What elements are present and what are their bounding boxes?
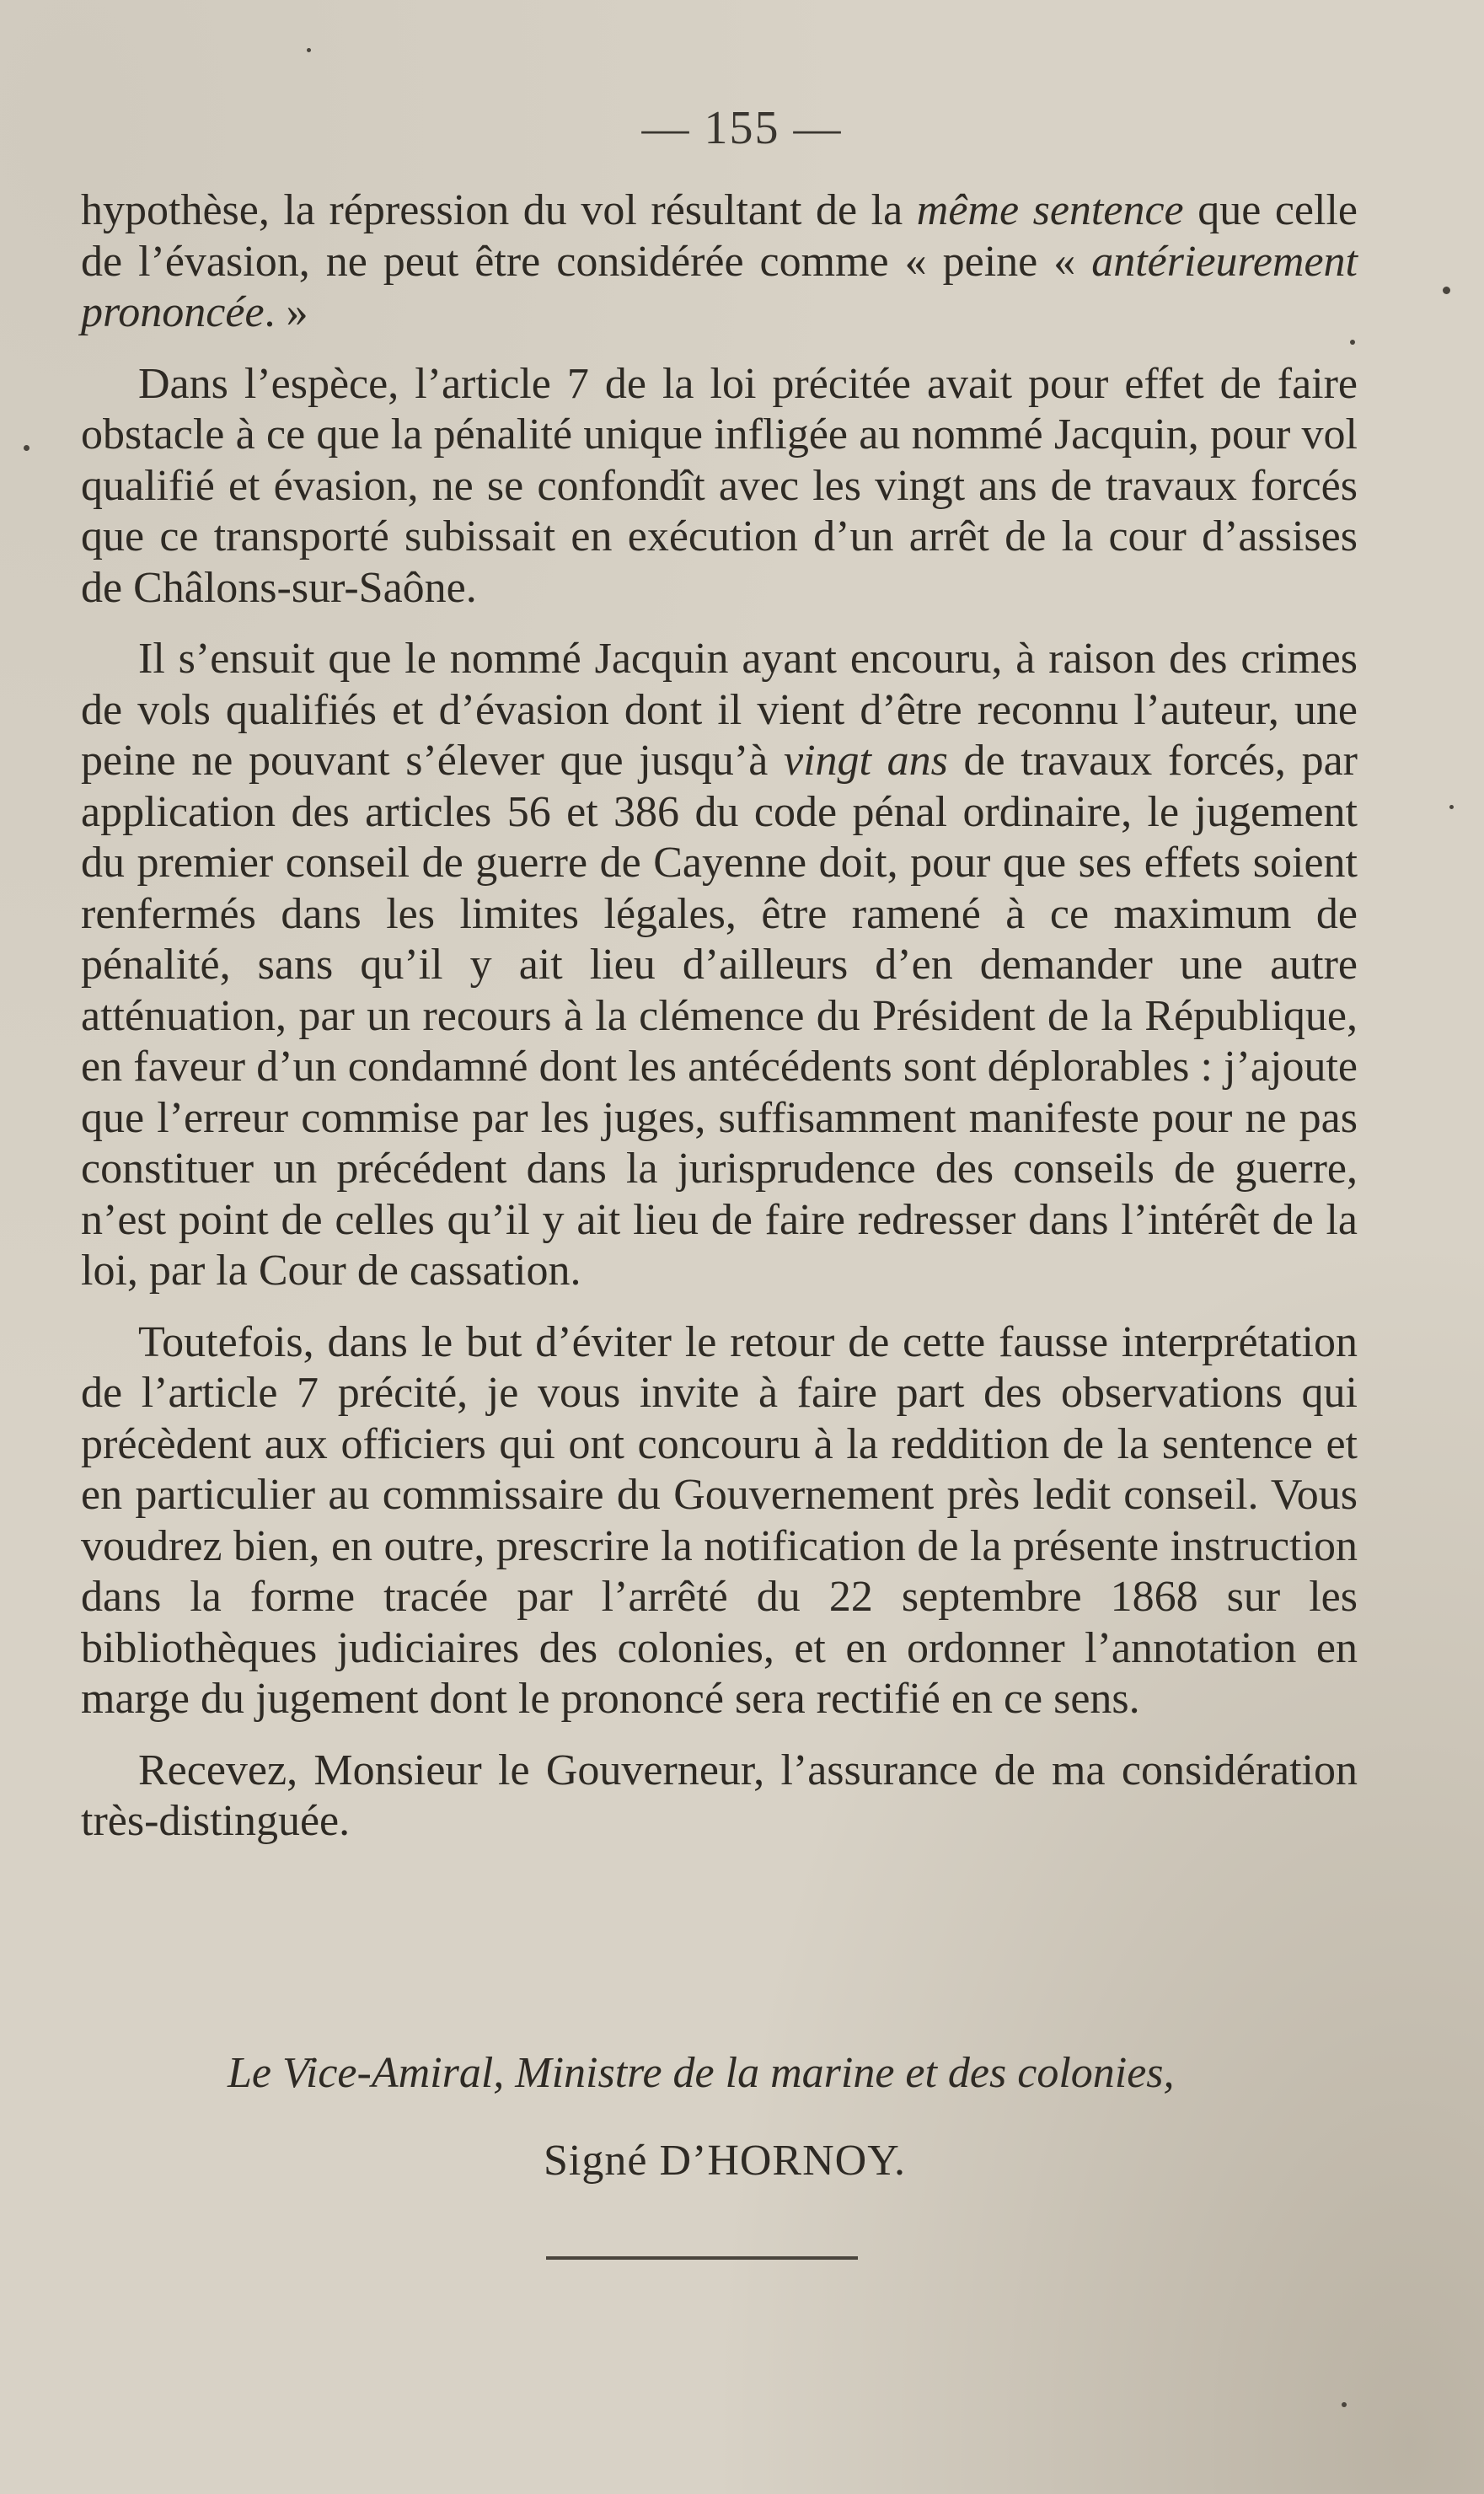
page-number: — 155 —: [641, 102, 843, 154]
signature-name: Signé D’HORNOY.: [544, 2137, 907, 2185]
ink-speck: [307, 48, 311, 52]
closing-rule: [546, 2256, 858, 2260]
italic-text-run: antérieurement prononcée: [81, 237, 1358, 336]
ink-speck: [24, 445, 29, 451]
text-run: que celle de l’évasion, ne peut être considérée comme « peine «: [81, 186, 1358, 286]
paragraph: [81, 359, 1358, 614]
ink-speck: [1443, 287, 1450, 294]
paragraph: [81, 634, 1358, 1297]
text-run: Toutefois, dans le but d’éviter le retour de cette fausse interprétation de l’article 7 précité, je vous invite à faire part des observations qui précèdent aux officiers qui ont concouru à la reddition de la sentence et en particulier au commissaire du Gouvernement près ledit conseil. Vous voudrez bien, en outre, prescrire la notification de la présente instruction dans la forme tracée par l’arrêté du 22 septembre 1868 sur les bibliothèques judiciaires des colonies, et en ordonner l’annotation en marge du jugement dont le prononcé sera rectifié en ce sens.: [81, 1317, 1358, 1723]
paragraph: [81, 1317, 1358, 1725]
italic-text-run: vingt ans: [783, 737, 948, 785]
ink-speck: [1350, 340, 1355, 345]
ink-speck: [1449, 805, 1454, 809]
italic-text-run: même sentence: [916, 186, 1184, 234]
closing-paragraph: Recevez, Monsieur le Gouverneur, l’assurance de ma considération très-distinguée.: [81, 1746, 1358, 1845]
paragraph: [81, 185, 1358, 339]
text-run: de travaux forcés, par application des articles 56 et 386 du code pénal ordinaire, le jugement du premier conseil de guerre de Cayenne doit, pour que ses effets soient renfermés dans les limites légales, être ramené à ce maximum de pénalité, sans qu’il y ait lieu d’ailleurs d’en demander une autre atténuation, par un recours à la clémence du Président de la République, en faveur d’un condamné dont les antécédents sont déplorables : j’ajoute que l’erreur commise par les juges, suffisamment manifeste pour ne pas constituer un précédent dans la jurisprudence des conseils de guerre, n’est point de celles qu’il y ait lieu de faire redresser dans l’intérêt de la loi, par la Cour de cassation.: [81, 737, 1358, 1295]
text-run: Il s’ensuit que le nommé Jacquin ayant encouru, à raison des crimes de vols qualifiés et d’évasion dont il vient d’être reconnu l’auteur, une peine ne pouvant s’élever que jusqu’à: [81, 635, 1358, 785]
text-run: . »: [264, 288, 308, 336]
body-text: [81, 185, 1358, 1848]
text-run: hypothèse, la répression du vol résultant de la: [81, 186, 917, 234]
signature-block: [0, 2048, 1484, 2186]
text-run: Dans l’espèce, l’article 7 de la loi précitée avait pour effet de faire obstacle à ce que la pénalité unique infligée au nommé Jacquin, pour vol qualifié et évasion, ne se confondît avec les vingt ans de travaux forcés que ce transporté subissait en exécution d’un arrêt de la cour d’assises de Châlons-sur-Saône.: [81, 359, 1358, 612]
signature-title: Le Vice-Amiral, Ministre de la marine et des colonies,: [228, 2049, 1175, 2097]
ink-speck: [1342, 2402, 1347, 2407]
